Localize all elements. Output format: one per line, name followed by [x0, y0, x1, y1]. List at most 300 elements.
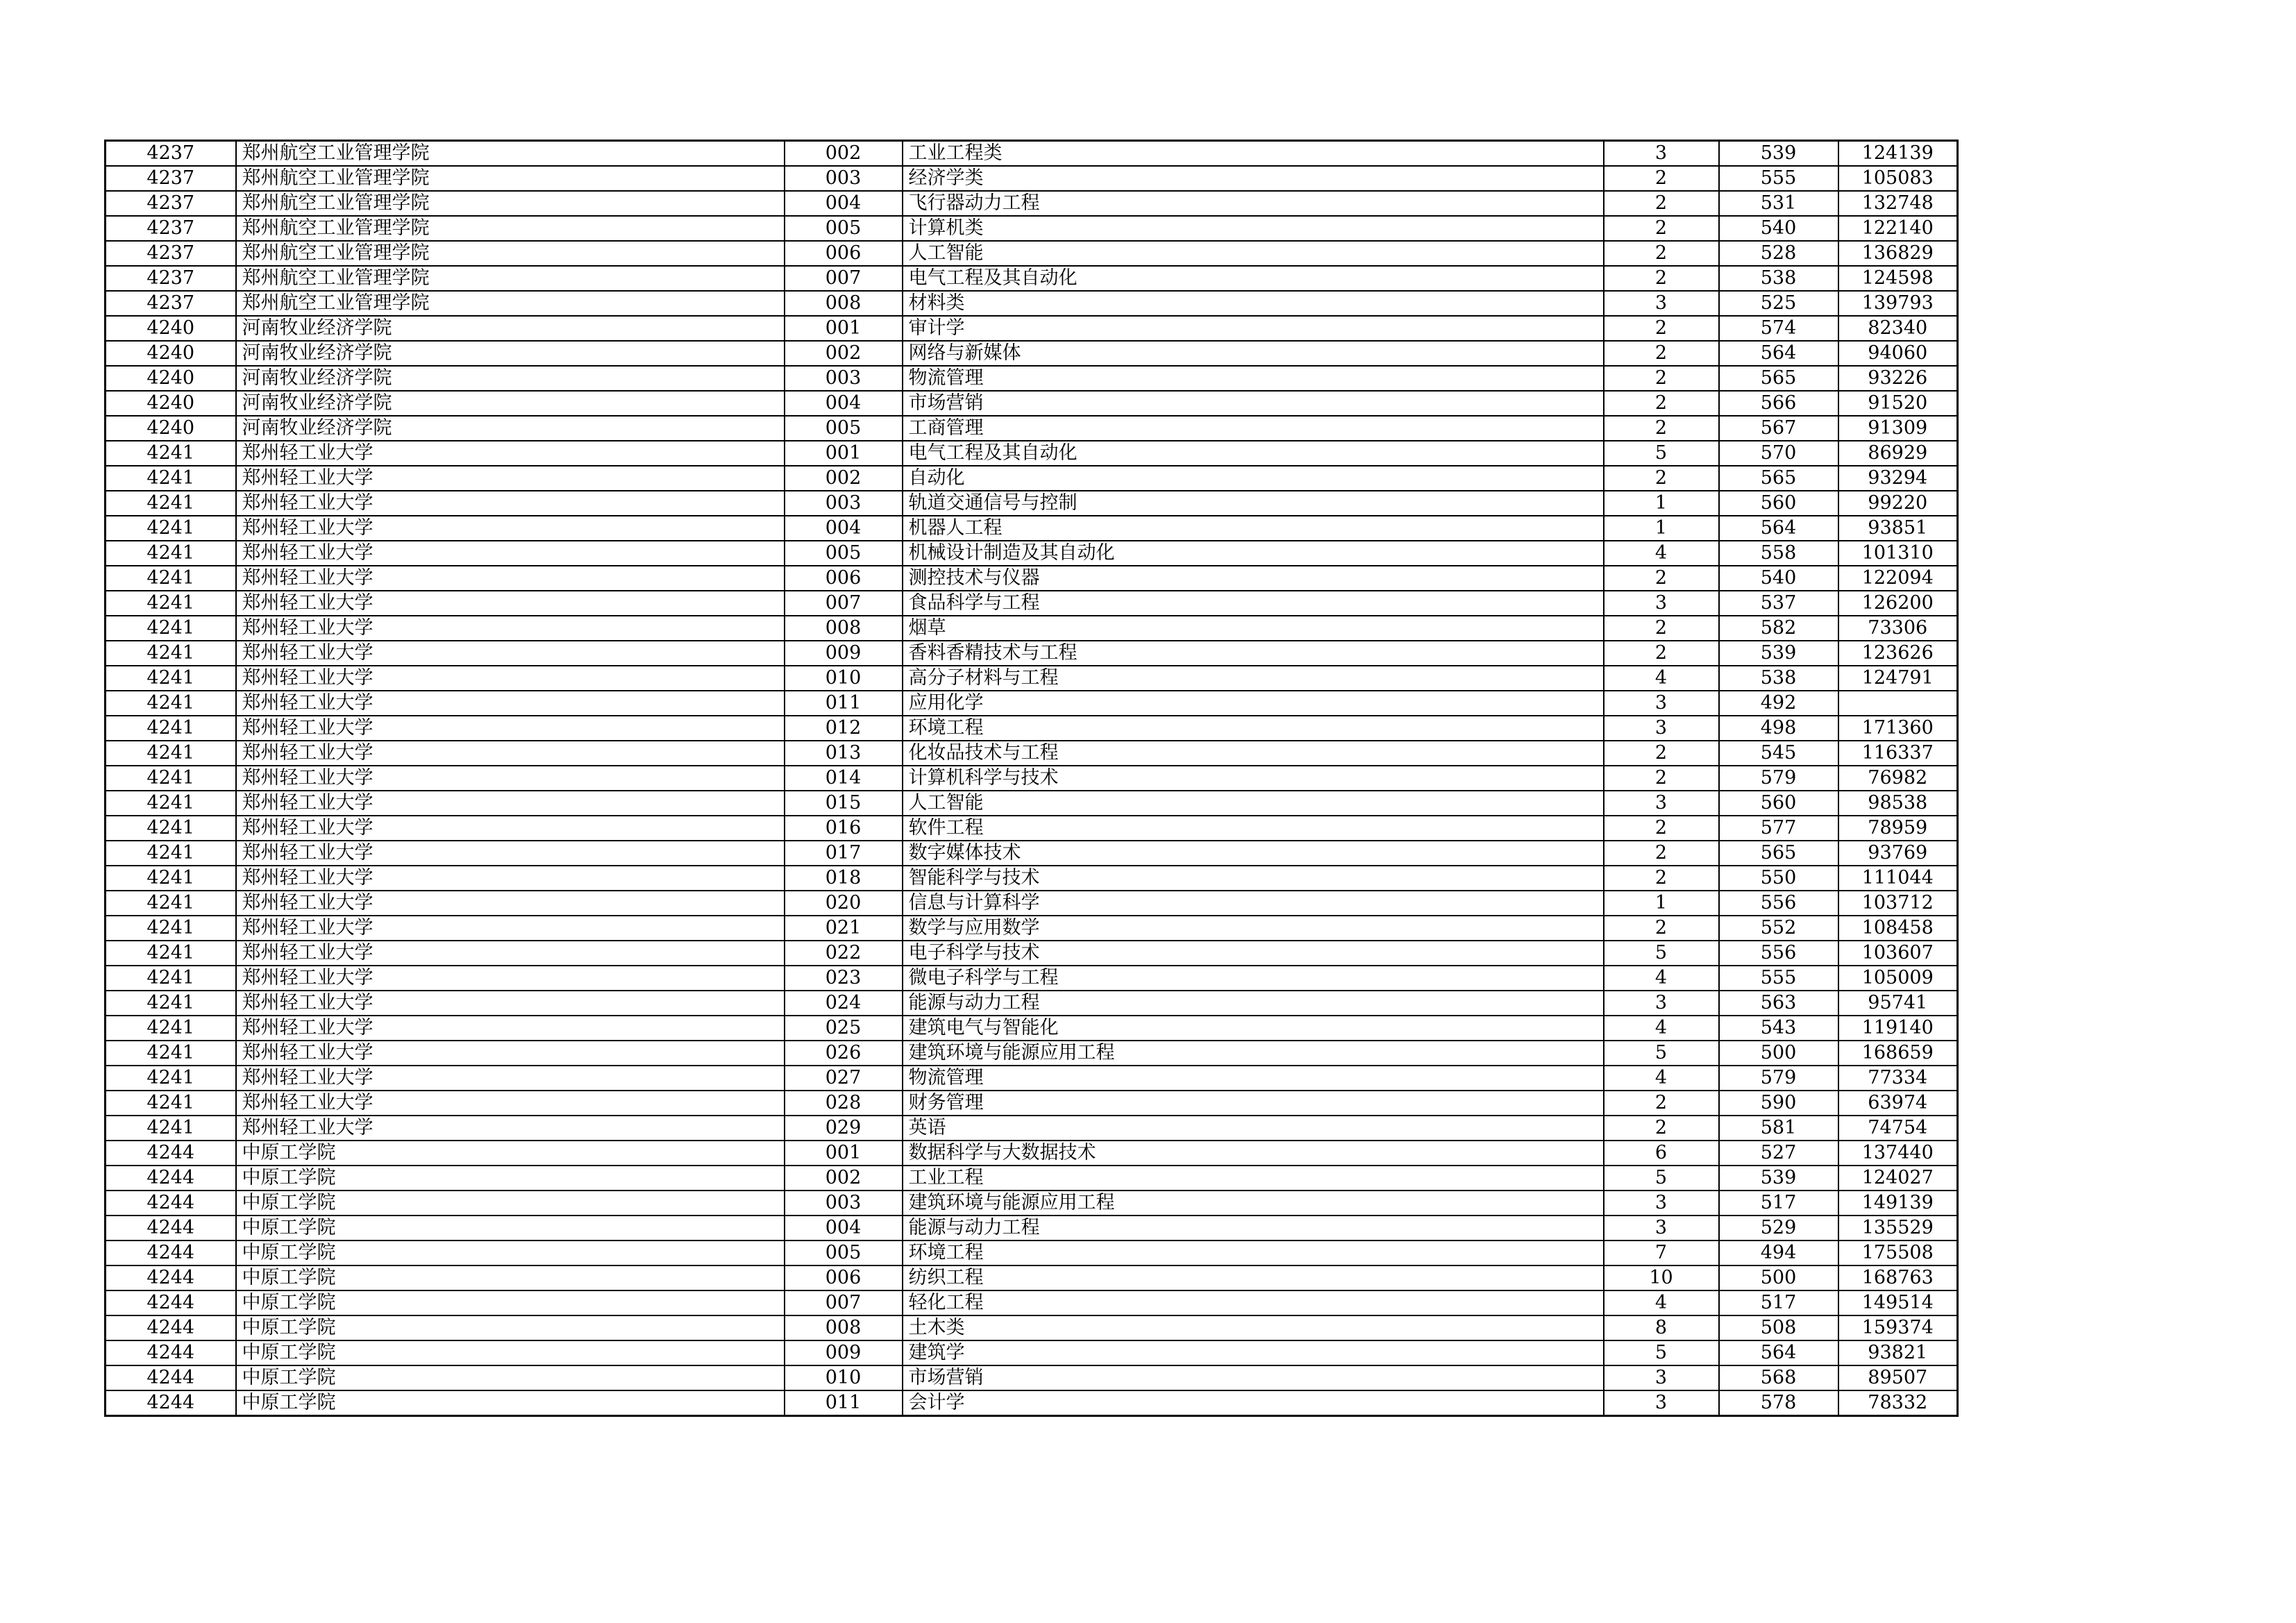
- plan-count-cell: 10: [1604, 1265, 1719, 1290]
- min-rank-cell: 124139: [1838, 141, 1958, 167]
- school-name-cell: 郑州轻工业大学: [236, 1041, 785, 1066]
- major-code-cell: 005: [785, 1241, 903, 1265]
- school-code-cell: 4244: [106, 1340, 236, 1365]
- min-rank-cell: 93851: [1838, 516, 1958, 541]
- min-rank-cell: 93821: [1838, 1340, 1958, 1365]
- plan-count-cell: 2: [1604, 641, 1719, 666]
- school-name-cell: 郑州航空工业管理学院: [236, 291, 785, 316]
- school-name-cell: 郑州轻工业大学: [236, 616, 785, 641]
- table-row: [106, 366, 1958, 391]
- table-row: [106, 491, 1958, 516]
- admission-table: [104, 140, 1959, 1417]
- table-row: [106, 216, 1958, 241]
- min-score-cell: 560: [1719, 791, 1838, 816]
- table-row: [106, 1290, 1958, 1315]
- school-name-cell: 河南牧业经济学院: [236, 416, 785, 441]
- school-name-cell: 郑州轻工业大学: [236, 916, 785, 941]
- min-score-cell: 565: [1719, 366, 1838, 391]
- major-name-cell: 飞行器动力工程: [903, 191, 1604, 216]
- major-code-cell: 006: [785, 566, 903, 591]
- min-rank-cell: 111044: [1838, 866, 1958, 891]
- major-name-cell: 数学与应用数学: [903, 916, 1604, 941]
- school-code-cell: 4241: [106, 1091, 236, 1116]
- school-code-cell: 4241: [106, 516, 236, 541]
- min-score-cell: 565: [1719, 466, 1838, 491]
- major-name-cell: 人工智能: [903, 791, 1604, 816]
- major-name-cell: 工业工程类: [903, 141, 1604, 167]
- min-rank-cell: 94060: [1838, 341, 1958, 366]
- plan-count-cell: 2: [1604, 216, 1719, 241]
- school-code-cell: 4241: [106, 716, 236, 741]
- plan-count-cell: 2: [1604, 391, 1719, 416]
- min-rank-cell: 126200: [1838, 591, 1958, 616]
- major-name-cell: 纺织工程: [903, 1265, 1604, 1290]
- major-name-cell: 高分子材料与工程: [903, 666, 1604, 691]
- school-code-cell: 4244: [106, 1290, 236, 1315]
- table-row: [106, 241, 1958, 266]
- school-name-cell: 中原工学院: [236, 1216, 785, 1241]
- min-score-cell: 500: [1719, 1041, 1838, 1066]
- min-rank-cell: 89507: [1838, 1365, 1958, 1390]
- major-name-cell: 建筑环境与能源应用工程: [903, 1041, 1604, 1066]
- table-row: [106, 1315, 1958, 1340]
- major-code-cell: 001: [785, 316, 903, 341]
- plan-count-cell: 3: [1604, 716, 1719, 741]
- min-score-cell: 565: [1719, 841, 1838, 866]
- major-code-cell: 013: [785, 741, 903, 766]
- plan-count-cell: 3: [1604, 1216, 1719, 1241]
- table-row: [106, 1091, 1958, 1116]
- table-row: [106, 1265, 1958, 1290]
- table-row: [106, 416, 1958, 441]
- major-name-cell: 市场营销: [903, 1365, 1604, 1390]
- table-row: [106, 541, 1958, 566]
- min-rank-cell: 124598: [1838, 266, 1958, 291]
- plan-count-cell: 3: [1604, 1390, 1719, 1416]
- min-score-cell: 498: [1719, 716, 1838, 741]
- plan-count-cell: 5: [1604, 1041, 1719, 1066]
- major-name-cell: 网络与新媒体: [903, 341, 1604, 366]
- min-rank-cell: 149514: [1838, 1290, 1958, 1315]
- school-code-cell: 4241: [106, 641, 236, 666]
- table-row: [106, 1041, 1958, 1066]
- school-name-cell: 郑州轻工业大学: [236, 666, 785, 691]
- min-rank-cell: 95741: [1838, 991, 1958, 1016]
- school-code-cell: 4241: [106, 966, 236, 991]
- table-row: [106, 1066, 1958, 1091]
- min-rank-cell: 91520: [1838, 391, 1958, 416]
- major-name-cell: 软件工程: [903, 816, 1604, 841]
- major-name-cell: 电气工程及其自动化: [903, 266, 1604, 291]
- min-score-cell: 577: [1719, 816, 1838, 841]
- major-name-cell: 材料类: [903, 291, 1604, 316]
- school-code-cell: 4237: [106, 191, 236, 216]
- school-code-cell: 4241: [106, 1116, 236, 1141]
- major-name-cell: 市场营销: [903, 391, 1604, 416]
- min-rank-cell: 149139: [1838, 1191, 1958, 1216]
- table-row: [106, 391, 1958, 416]
- major-code-cell: 017: [785, 841, 903, 866]
- school-name-cell: 河南牧业经济学院: [236, 366, 785, 391]
- min-score-cell: 545: [1719, 741, 1838, 766]
- major-name-cell: 微电子科学与工程: [903, 966, 1604, 991]
- table-row: [106, 691, 1958, 716]
- school-code-cell: 4237: [106, 141, 236, 167]
- min-score-cell: 540: [1719, 216, 1838, 241]
- school-name-cell: 中原工学院: [236, 1191, 785, 1216]
- major-code-cell: 001: [785, 1141, 903, 1166]
- major-name-cell: 审计学: [903, 316, 1604, 341]
- min-score-cell: 539: [1719, 1166, 1838, 1191]
- table-row: [106, 916, 1958, 941]
- table-row: [106, 566, 1958, 591]
- school-code-cell: 4241: [106, 891, 236, 916]
- major-code-cell: 009: [785, 1340, 903, 1365]
- plan-count-cell: 4: [1604, 541, 1719, 566]
- school-name-cell: 郑州轻工业大学: [236, 441, 785, 466]
- school-name-cell: 郑州轻工业大学: [236, 1066, 785, 1091]
- major-code-cell: 005: [785, 216, 903, 241]
- school-name-cell: 中原工学院: [236, 1241, 785, 1265]
- min-score-cell: 500: [1719, 1265, 1838, 1290]
- plan-count-cell: 2: [1604, 616, 1719, 641]
- table-row: [106, 766, 1958, 791]
- table-row: [106, 591, 1958, 616]
- min-score-cell: 525: [1719, 291, 1838, 316]
- min-score-cell: 540: [1719, 566, 1838, 591]
- min-score-cell: 560: [1719, 491, 1838, 516]
- school-code-cell: 4240: [106, 391, 236, 416]
- plan-count-cell: 4: [1604, 966, 1719, 991]
- min-score-cell: 567: [1719, 416, 1838, 441]
- major-name-cell: 人工智能: [903, 241, 1604, 266]
- major-code-cell: 010: [785, 1365, 903, 1390]
- major-code-cell: 002: [785, 341, 903, 366]
- school-code-cell: 4241: [106, 916, 236, 941]
- major-name-cell: 财务管理: [903, 1091, 1604, 1116]
- major-code-cell: 003: [785, 166, 903, 191]
- plan-count-cell: 3: [1604, 791, 1719, 816]
- table-row: [106, 816, 1958, 841]
- plan-count-cell: 3: [1604, 691, 1719, 716]
- major-name-cell: 自动化: [903, 466, 1604, 491]
- school-code-cell: 4241: [106, 791, 236, 816]
- table-row: [106, 991, 1958, 1016]
- major-code-cell: 009: [785, 641, 903, 666]
- school-code-cell: 4241: [106, 1016, 236, 1041]
- min-rank-cell: 76982: [1838, 766, 1958, 791]
- table-row: [106, 1340, 1958, 1365]
- school-name-cell: 中原工学院: [236, 1365, 785, 1390]
- table-row: [106, 1241, 1958, 1265]
- major-name-cell: 建筑环境与能源应用工程: [903, 1191, 1604, 1216]
- major-code-cell: 008: [785, 1315, 903, 1340]
- min-rank-cell: 168763: [1838, 1265, 1958, 1290]
- min-rank-cell: 105083: [1838, 166, 1958, 191]
- min-rank-cell: 93226: [1838, 366, 1958, 391]
- major-code-cell: 016: [785, 816, 903, 841]
- plan-count-cell: 5: [1604, 941, 1719, 966]
- plan-count-cell: 2: [1604, 741, 1719, 766]
- min-rank-cell: 98538: [1838, 791, 1958, 816]
- plan-count-cell: 2: [1604, 316, 1719, 341]
- school-code-cell: 4237: [106, 266, 236, 291]
- min-score-cell: 566: [1719, 391, 1838, 416]
- table-row: [106, 941, 1958, 966]
- major-code-cell: 002: [785, 466, 903, 491]
- min-rank-cell: 168659: [1838, 1041, 1958, 1066]
- plan-count-cell: 2: [1604, 841, 1719, 866]
- school-name-cell: 中原工学院: [236, 1315, 785, 1340]
- major-name-cell: 化妆品技术与工程: [903, 741, 1604, 766]
- school-code-cell: 4240: [106, 341, 236, 366]
- school-name-cell: 郑州轻工业大学: [236, 866, 785, 891]
- min-rank-cell: 122094: [1838, 566, 1958, 591]
- school-code-cell: 4244: [106, 1315, 236, 1340]
- school-code-cell: 4241: [106, 666, 236, 691]
- table-row: [106, 866, 1958, 891]
- major-name-cell: 数字媒体技术: [903, 841, 1604, 866]
- plan-count-cell: 3: [1604, 1365, 1719, 1390]
- major-name-cell: 经济学类: [903, 166, 1604, 191]
- school-code-cell: 4244: [106, 1241, 236, 1265]
- major-name-cell: 智能科学与技术: [903, 866, 1604, 891]
- school-code-cell: 4241: [106, 566, 236, 591]
- plan-count-cell: 2: [1604, 266, 1719, 291]
- table-row: [106, 141, 1958, 167]
- major-name-cell: 应用化学: [903, 691, 1604, 716]
- plan-count-cell: 5: [1604, 441, 1719, 466]
- min-score-cell: 537: [1719, 591, 1838, 616]
- major-code-cell: 003: [785, 366, 903, 391]
- school-name-cell: 河南牧业经济学院: [236, 316, 785, 341]
- table-row: [106, 716, 1958, 741]
- school-code-cell: 4241: [106, 1041, 236, 1066]
- school-name-cell: 中原工学院: [236, 1141, 785, 1166]
- major-code-cell: 003: [785, 491, 903, 516]
- major-code-cell: 008: [785, 291, 903, 316]
- major-name-cell: 能源与动力工程: [903, 991, 1604, 1016]
- school-name-cell: 中原工学院: [236, 1166, 785, 1191]
- min-score-cell: 539: [1719, 141, 1838, 167]
- major-name-cell: 土木类: [903, 1315, 1604, 1340]
- table-row: [106, 466, 1958, 491]
- min-score-cell: 564: [1719, 516, 1838, 541]
- plan-count-cell: 2: [1604, 166, 1719, 191]
- min-score-cell: 550: [1719, 866, 1838, 891]
- major-name-cell: 电气工程及其自动化: [903, 441, 1604, 466]
- min-score-cell: 529: [1719, 1216, 1838, 1241]
- major-code-cell: 010: [785, 666, 903, 691]
- min-score-cell: 570: [1719, 441, 1838, 466]
- min-score-cell: 579: [1719, 766, 1838, 791]
- major-name-cell: 物流管理: [903, 366, 1604, 391]
- major-code-cell: 003: [785, 1191, 903, 1216]
- table-row: [106, 1390, 1958, 1416]
- min-score-cell: 494: [1719, 1241, 1838, 1265]
- min-score-cell: 528: [1719, 241, 1838, 266]
- school-code-cell: 4241: [106, 441, 236, 466]
- major-name-cell: 会计学: [903, 1390, 1604, 1416]
- school-name-cell: 郑州航空工业管理学院: [236, 191, 785, 216]
- table-row: [106, 191, 1958, 216]
- min-score-cell: 517: [1719, 1191, 1838, 1216]
- min-rank-cell: 103607: [1838, 941, 1958, 966]
- plan-count-cell: 3: [1604, 591, 1719, 616]
- min-score-cell: 556: [1719, 891, 1838, 916]
- min-rank-cell: 116337: [1838, 741, 1958, 766]
- plan-count-cell: 5: [1604, 1166, 1719, 1191]
- table-row: [106, 1216, 1958, 1241]
- school-name-cell: 郑州轻工业大学: [236, 1016, 785, 1041]
- major-code-cell: 007: [785, 266, 903, 291]
- school-name-cell: 郑州航空工业管理学院: [236, 166, 785, 191]
- min-rank-cell: 175508: [1838, 1241, 1958, 1265]
- major-code-cell: 028: [785, 1091, 903, 1116]
- school-code-cell: 4244: [106, 1365, 236, 1390]
- school-code-cell: 4241: [106, 866, 236, 891]
- school-name-cell: 郑州航空工业管理学院: [236, 241, 785, 266]
- school-name-cell: 郑州轻工业大学: [236, 591, 785, 616]
- min-rank-cell: 78959: [1838, 816, 1958, 841]
- major-code-cell: 007: [785, 591, 903, 616]
- school-code-cell: 4237: [106, 166, 236, 191]
- min-score-cell: 492: [1719, 691, 1838, 716]
- table-row: [106, 341, 1958, 366]
- major-code-cell: 008: [785, 616, 903, 641]
- major-code-cell: 023: [785, 966, 903, 991]
- min-score-cell: 578: [1719, 1390, 1838, 1416]
- major-name-cell: 能源与动力工程: [903, 1216, 1604, 1241]
- school-code-cell: 4241: [106, 991, 236, 1016]
- min-score-cell: 558: [1719, 541, 1838, 566]
- table-row: [106, 666, 1958, 691]
- major-code-cell: 021: [785, 916, 903, 941]
- min-score-cell: 568: [1719, 1365, 1838, 1390]
- plan-count-cell: 4: [1604, 1290, 1719, 1315]
- plan-count-cell: 2: [1604, 766, 1719, 791]
- school-name-cell: 郑州轻工业大学: [236, 691, 785, 716]
- min-score-cell: 527: [1719, 1141, 1838, 1166]
- min-score-cell: 539: [1719, 641, 1838, 666]
- major-name-cell: 工商管理: [903, 416, 1604, 441]
- table-body: [106, 141, 1958, 1416]
- school-code-cell: 4241: [106, 816, 236, 841]
- table-row: [106, 791, 1958, 816]
- major-name-cell: 建筑电气与智能化: [903, 1016, 1604, 1041]
- major-code-cell: 002: [785, 1166, 903, 1191]
- school-code-cell: 4241: [106, 1066, 236, 1091]
- plan-count-cell: 2: [1604, 366, 1719, 391]
- major-code-cell: 005: [785, 541, 903, 566]
- school-name-cell: 郑州轻工业大学: [236, 791, 785, 816]
- major-code-cell: 004: [785, 391, 903, 416]
- min-rank-cell: 78332: [1838, 1390, 1958, 1416]
- major-name-cell: 建筑学: [903, 1340, 1604, 1365]
- min-rank-cell: 137440: [1838, 1141, 1958, 1166]
- min-rank-cell: 103712: [1838, 891, 1958, 916]
- school-name-cell: 郑州轻工业大学: [236, 841, 785, 866]
- min-rank-cell: 108458: [1838, 916, 1958, 941]
- major-code-cell: 026: [785, 1041, 903, 1066]
- major-code-cell: 002: [785, 141, 903, 167]
- major-code-cell: 025: [785, 1016, 903, 1041]
- major-code-cell: 006: [785, 241, 903, 266]
- major-name-cell: 机器人工程: [903, 516, 1604, 541]
- school-name-cell: 河南牧业经济学院: [236, 341, 785, 366]
- plan-count-cell: 1: [1604, 516, 1719, 541]
- min-score-cell: 564: [1719, 1340, 1838, 1365]
- min-rank-cell: 93769: [1838, 841, 1958, 866]
- plan-count-cell: 8: [1604, 1315, 1719, 1340]
- min-rank-cell: 124791: [1838, 666, 1958, 691]
- major-code-cell: 024: [785, 991, 903, 1016]
- major-name-cell: 轻化工程: [903, 1290, 1604, 1315]
- min-score-cell: 579: [1719, 1066, 1838, 1091]
- school-code-cell: 4241: [106, 741, 236, 766]
- major-name-cell: 信息与计算科学: [903, 891, 1604, 916]
- major-name-cell: 电子科学与技术: [903, 941, 1604, 966]
- school-name-cell: 郑州轻工业大学: [236, 466, 785, 491]
- school-name-cell: 中原工学院: [236, 1265, 785, 1290]
- table-row: [106, 1166, 1958, 1191]
- table-row: [106, 1016, 1958, 1041]
- min-score-cell: 563: [1719, 991, 1838, 1016]
- min-score-cell: 543: [1719, 1016, 1838, 1041]
- plan-count-cell: 2: [1604, 816, 1719, 841]
- school-code-cell: 4244: [106, 1216, 236, 1241]
- min-rank-cell: 63974: [1838, 1091, 1958, 1116]
- school-code-cell: 4241: [106, 941, 236, 966]
- school-name-cell: 中原工学院: [236, 1390, 785, 1416]
- min-score-cell: 555: [1719, 166, 1838, 191]
- major-name-cell: 数据科学与大数据技术: [903, 1141, 1604, 1166]
- major-name-cell: 环境工程: [903, 716, 1604, 741]
- major-code-cell: 027: [785, 1066, 903, 1091]
- major-code-cell: 012: [785, 716, 903, 741]
- table-row: [106, 1141, 1958, 1166]
- school-name-cell: 郑州轻工业大学: [236, 941, 785, 966]
- min-rank-cell: 86929: [1838, 441, 1958, 466]
- school-name-cell: 郑州轻工业大学: [236, 741, 785, 766]
- min-score-cell: 564: [1719, 341, 1838, 366]
- plan-count-cell: 3: [1604, 1191, 1719, 1216]
- plan-count-cell: 3: [1604, 291, 1719, 316]
- major-code-cell: 004: [785, 1216, 903, 1241]
- school-name-cell: 郑州轻工业大学: [236, 641, 785, 666]
- school-code-cell: 4241: [106, 491, 236, 516]
- plan-count-cell: 3: [1604, 141, 1719, 167]
- school-name-cell: 郑州轻工业大学: [236, 516, 785, 541]
- major-name-cell: 食品科学与工程: [903, 591, 1604, 616]
- school-code-cell: 4241: [106, 766, 236, 791]
- school-code-cell: 4240: [106, 316, 236, 341]
- table-row: [106, 616, 1958, 641]
- min-rank-cell: 73306: [1838, 616, 1958, 641]
- plan-count-cell: 7: [1604, 1241, 1719, 1265]
- major-name-cell: 测控技术与仪器: [903, 566, 1604, 591]
- table-row: [106, 891, 1958, 916]
- table-row: [106, 1191, 1958, 1216]
- table-row: [106, 1365, 1958, 1390]
- min-rank-cell: 123626: [1838, 641, 1958, 666]
- school-name-cell: 郑州轻工业大学: [236, 816, 785, 841]
- major-name-cell: 机械设计制造及其自动化: [903, 541, 1604, 566]
- min-rank-cell: 119140: [1838, 1016, 1958, 1041]
- school-name-cell: 郑州轻工业大学: [236, 541, 785, 566]
- major-code-cell: 011: [785, 1390, 903, 1416]
- plan-count-cell: 4: [1604, 1016, 1719, 1041]
